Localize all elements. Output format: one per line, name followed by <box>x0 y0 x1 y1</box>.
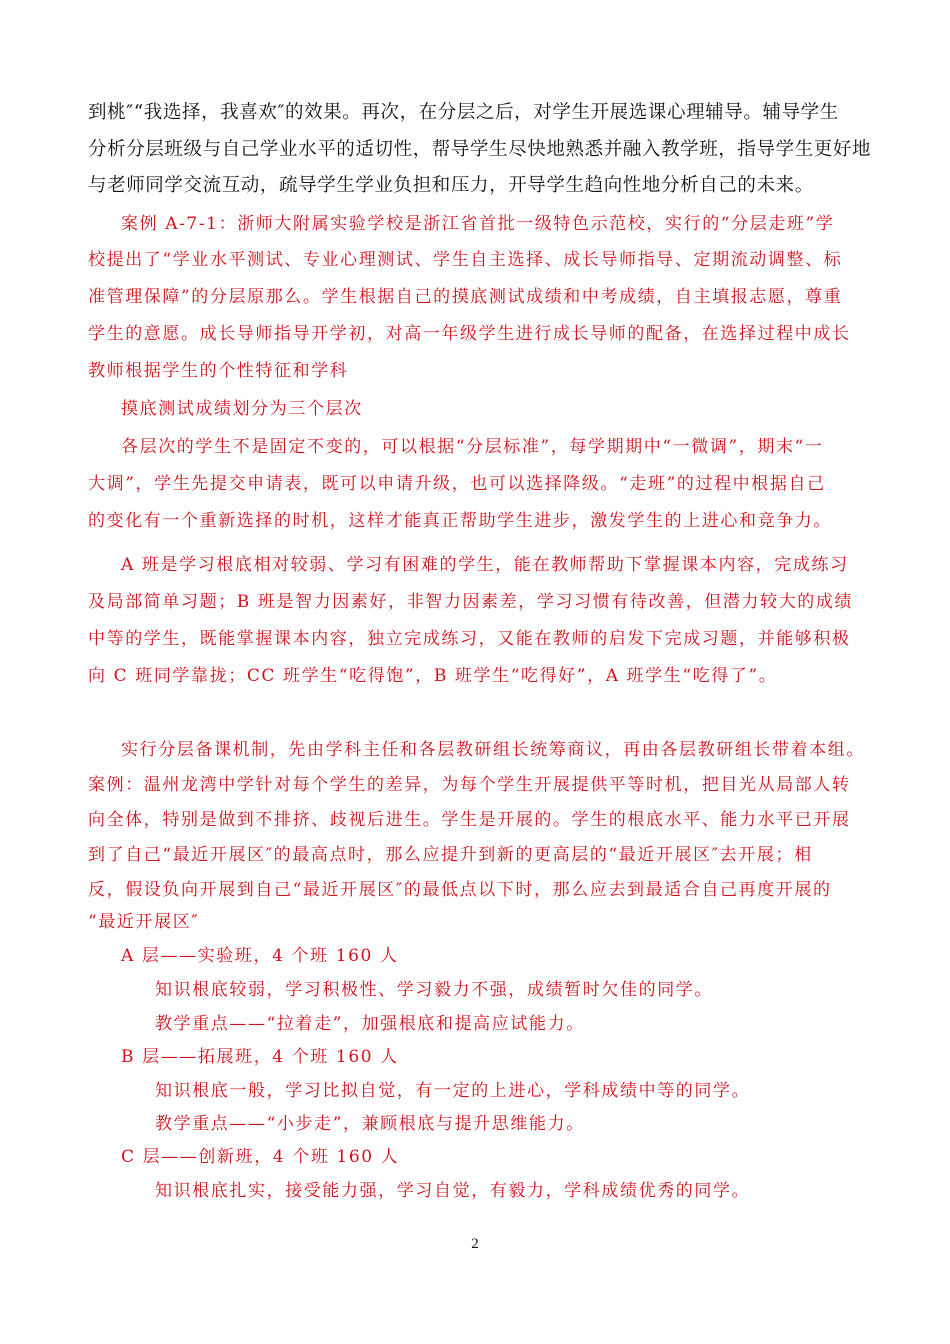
case-text-line: 到了自己“最近开展区″的最高点时，那么应提升到新的更高层的“最近开展区″去开展；相 <box>88 845 813 865</box>
case-text-line: 学生的意愿。成长导师指导开学初，对高一年级学生进行成长导师的配备，在选择过程中成长 <box>88 324 851 344</box>
text-line: 中等的学生，既能掌握课本内容，独立完成练习，又能在教师的启发下完成习题，并能够积极 <box>88 629 851 649</box>
page-number: 2 <box>471 1236 479 1252</box>
case-text-line: 案例：温州龙湾中学针对每个学生的差异，为每个学生开展提供平等时机，把目光从局部人转 <box>88 775 851 795</box>
text-line: 及局部简单习题；B 班是智力因素好，非智力因素差，学习习惯有待改善，但潜力较大的成绩 <box>88 592 854 612</box>
level-b-heading: B 层——拓展班，4 个班 160 人 <box>121 1047 399 1067</box>
text-line: 到桃″“我选择，我喜欢″的效果。再次，在分层之后，对学生开展选课心理辅导。辅导学生 <box>88 102 839 123</box>
text-line: 向 C 班同学靠拢；CC 班学生“吃得饱”，B 班学生“吃得好”，A 班学生“吃得了”。 <box>88 666 778 686</box>
case-text-line: 校提出了“学业水平测试、专业心理测试、学生自主选择、成长导师指导、定期流动调整、标 <box>88 250 843 270</box>
text-line: 摸底测试成绩划分为三个层次 <box>121 399 363 419</box>
case-text-line: 教师根据学生的个性特征和学科 <box>88 361 349 381</box>
level-a-description: 知识根底较弱，学习积极性、学习毅力不强，成绩暂时欠佳的同学。 <box>155 980 713 1000</box>
text-line: 的变化有一个重新选择的时机，这样才能真正帮助学生进步，激发学生的上进心和竞争力。 <box>88 511 832 531</box>
case-text-line: 案例 A-7-1：浙师大附属实验学校是浙江省首批一级特色示范校，实行的“分层走班”学 <box>121 214 835 234</box>
level-a-focus: 教学重点——“拉着走”，加强根底和提高应试能力。 <box>155 1014 585 1034</box>
level-c-heading: C 层——创新班，4 个班 160 人 <box>121 1147 400 1167</box>
text-line: A 班是学习根底相对较弱、学习有困难的学生，能在教师帮助下掌握课本内容，完成练习 <box>121 555 849 575</box>
text-line: 分析分层班级与自己学业水平的适切性，帮导学生尽快地熟悉并融入教学班，指导学生更好地 <box>88 139 872 160</box>
text-line: 各层次的学生不是固定不变的，可以根据“分层标准”，每学期期中“一微调”，期末“一 <box>121 437 824 457</box>
level-b-description: 知识根底一般，学习比拟自觉，有一定的上进心，学科成绩中等的同学。 <box>155 1081 751 1101</box>
case-text-line: 向全体，特别是做到不排挤、歧视后进生。学生是开展的。学生的根底水平、能力水平已开展 <box>88 810 851 830</box>
case-text-line: “最近开展区″ <box>88 912 200 932</box>
text-line: 实行分层备课机制，先由学科主任和各层教研组长统筹商议，再由各层教研组长带着本组。 <box>121 740 865 760</box>
level-a-heading: A 层——实验班，4 个班 160 人 <box>121 946 399 966</box>
level-b-focus: 教学重点——“小步走”，兼顾根底与提升思维能力。 <box>155 1114 585 1134</box>
case-text-line: 反，假设负向开展到自己“最近开展区″的最低点以下时，那么应去到最适合自己再度开展的 <box>88 880 832 900</box>
level-c-description: 知识根底扎实，接受能力强，学习自觉，有毅力，学科成绩优秀的同学。 <box>155 1181 751 1201</box>
text-line: 大调”，学生先提交申请表，既可以申请升级，也可以选择降级。“走班”的过程中根据自己 <box>88 474 826 494</box>
text-line: 与老师同学交流互动，疏导学生学业负担和压力，开导学生趋向性地分析自己的未来。 <box>88 175 814 196</box>
case-text-line: 准管理保障”的分层原那么。学生根据自己的摸底测试成绩和中考成绩，自主填报志愿，尊重 <box>88 287 843 307</box>
